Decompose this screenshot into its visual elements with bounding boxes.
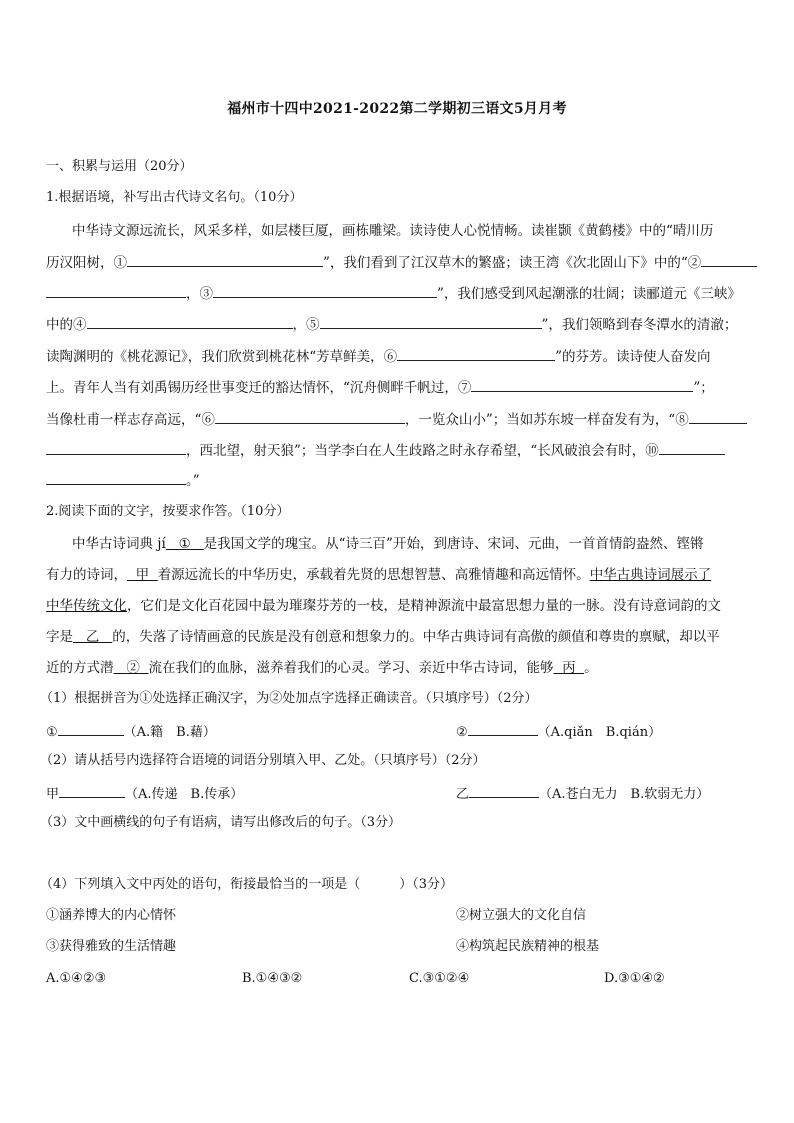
answer-label: ② [456,725,468,740]
q2-line-2 [46,566,748,584]
q1-line-4 [46,314,748,334]
faulty-sentence-underline: 中华古典诗词展示了 [589,567,712,583]
blank-marker-yi [73,629,112,645]
answer-blank-10[interactable] [659,440,725,455]
q2-text: 中华古诗词典 jí [72,536,166,552]
answer-label: ① [46,725,58,740]
q1-text: 历汉阳树，① [46,255,127,271]
q1-line-8 [46,440,748,460]
answer-blank-yi[interactable] [469,783,539,798]
q1-text: 中的④ [46,317,87,333]
answer-label: 乙 [456,787,470,802]
q2-text: 有力的诗词， [46,567,127,583]
answer-blank-7[interactable] [471,377,693,392]
answer-blank-6[interactable] [397,346,555,361]
page-title: 福州市十四中2021-2022第二学期初三语文5月月考 [227,101,567,117]
q1-text: ”； [693,380,714,396]
q2-text: 是我国文学的瑰宝。从“诗三百”开始，到唐诗、宋词、元曲，一首首情韵盎然、铿锵 [203,536,704,552]
answer-blank-2-cont[interactable] [46,283,186,298]
answer-blank-4[interactable] [87,314,293,329]
q1-text: ，一览众山小”；当如苏东坡一样奋发有为，“⑧ [404,412,689,428]
q1-text: ”的芬芳。读诗使人奋发向 [555,349,711,365]
q1-line-9 [46,470,748,490]
choice-item: ④构筑起民族精神的根基 [456,939,600,954]
sub-question-1: （1）根据拼音为①处选择正确汉字，为②处加点字选择正确读音。（只填序号）（2分） [40,691,538,706]
blank-marker-label: 乙 [85,629,100,645]
answer-blank-s1a[interactable] [58,721,124,736]
q2-line-5 [46,659,748,677]
q1-text: 读陶渊明的《桃花源记》，我们欣赏到桃花林“芳草鲜美，⑥ [46,349,398,365]
q2-text: 着源远流长的中华历史，承载着先贤的思想智慧、高雅情趣和高远情怀。 [157,567,590,583]
section-heading: 一、积累与运用（20分） [46,159,193,174]
q1-text: ”，我们领略到春冬潭水的清澈； [541,317,738,333]
blank-marker-2 [114,660,149,676]
sub-question-1-right [456,721,661,742]
answer-options: （A.籍 B.藉） [123,725,216,740]
q1-line-5 [46,346,748,366]
q1-text: 当像杜甫一样志存高远，“⑥ [46,412,215,428]
option-b[interactable]: B.①④③② [242,971,303,986]
answer-blank-3[interactable] [213,283,437,298]
q1-line-7 [46,409,748,429]
answer-options: （A.苍白无力 B.软弱无力） [539,787,710,802]
q1-text: 。” [186,473,200,489]
q1-text: ，⑤ [292,317,320,333]
answer-blank-jia[interactable] [59,783,125,798]
q1-text: ，西北望，射天狼”；当学李白在人生歧路之时永存希望，“长风破浪会有时，⑩ [186,443,659,459]
q1-line-6 [46,377,748,397]
q1-text: 上。青年人当有刘禹锡历经世事变迁的豁达情怀，“沉舟侧畔千帆过，⑦ [46,380,472,396]
answer-blank-8-cont[interactable] [46,440,186,455]
q2-line-4 [46,628,748,646]
q1-text: ”，我们看到了江汉草木的繁盛；读王湾《次北固山下》中的“② [323,255,702,271]
answer-blank-6b[interactable] [215,409,405,424]
blank-marker-1 [166,536,204,552]
q1-text: ”，我们感受到风起潮涨的壮阔；读郦道元《三峡》 [437,286,741,302]
blank-marker-label: 丙 [562,660,576,676]
q2-text: 字是 [46,629,73,645]
q2-text: 近的方式潜 [46,660,114,676]
choice-row-1 [46,907,748,925]
answer-blank-1[interactable] [127,252,323,267]
answer-blank-s1b[interactable] [468,721,538,736]
q2-text: ，它们是文化百花园中最为璀璨芬芳的一枝，是精神源流中最富思想力量的一脉。没有诗意词韵的文 [127,598,721,614]
q1-prompt: 1.根据语境，补写出古代诗文名句。（10分） [46,190,303,205]
q2-line-1 [72,535,748,553]
q2-line-3 [46,597,748,615]
sub-question-2-right [456,783,709,804]
sub-question-1-answers [46,721,748,742]
answer-options: （A.qiǎn B.qián） [537,725,662,740]
q2-text: 的，失落了诗情画意的民族是没有创意和想象力的。中华古典诗词有高傲的颜值和尊贵的禀赋，却以平 [112,629,720,645]
answer-blank-10-cont[interactable] [46,470,186,485]
q1-line-3 [46,283,748,303]
q1-line-1: 中华诗文源远流长，风采多样，如层楼巨厦，画栋雕梁。读诗使人心悦情畅。读崔颢《黄鹤楼》中的“晴川历 [72,223,714,239]
q2-text: 流在我们的血脉，滋养着我们的心灵。学习、亲近中华古诗词，能够 [148,660,554,676]
choice-item: ③获得雅致的生活情趣 [46,939,177,954]
choice-item: ①涵养博大的内心情怀 [46,908,177,923]
answer-label: 甲 [46,787,60,802]
blank-marker-label: ② [126,660,140,676]
answer-blank-8[interactable] [689,409,747,424]
sub-question-2: （2）请从括号内选择符合语境的词语分别填入甲、乙处。（只填序号）（2分） [40,753,486,768]
blank-marker-label: ① [178,536,191,552]
faulty-sentence-underline: 中华传统文化 [46,598,127,614]
q1-line-2 [46,252,748,272]
answer-blank-5[interactable] [320,314,542,329]
option-c[interactable]: C.③①②④ [409,971,470,986]
answer-options: （A.传递 B.传承） [125,787,244,802]
blank-marker-label: 甲 [135,567,150,583]
q2-text: 。 [584,660,598,676]
q1-text: ，③ [186,286,213,302]
blank-marker-jia [127,567,158,583]
q2-prompt: 2.阅读下面的文字，按要求作答。（10分） [46,504,290,519]
option-a[interactable]: A.①④②③ [46,971,107,986]
option-d[interactable]: D.③①④② [604,971,665,986]
sub-question-2-answers [46,783,748,804]
sub-question-3: （3）文中画横线的句子有语病，请写出修改后的句子。（3分） [40,815,402,830]
choice-item: ②树立强大的文化自信 [456,908,587,923]
blank-marker-bing [553,660,584,676]
choice-row-2 [46,938,748,956]
answer-blank-2[interactable] [701,252,757,267]
sub-question-4: （4）下列填入文中丙处的语句，衔接最恰当的一项是（ ）（3分） [40,877,454,892]
